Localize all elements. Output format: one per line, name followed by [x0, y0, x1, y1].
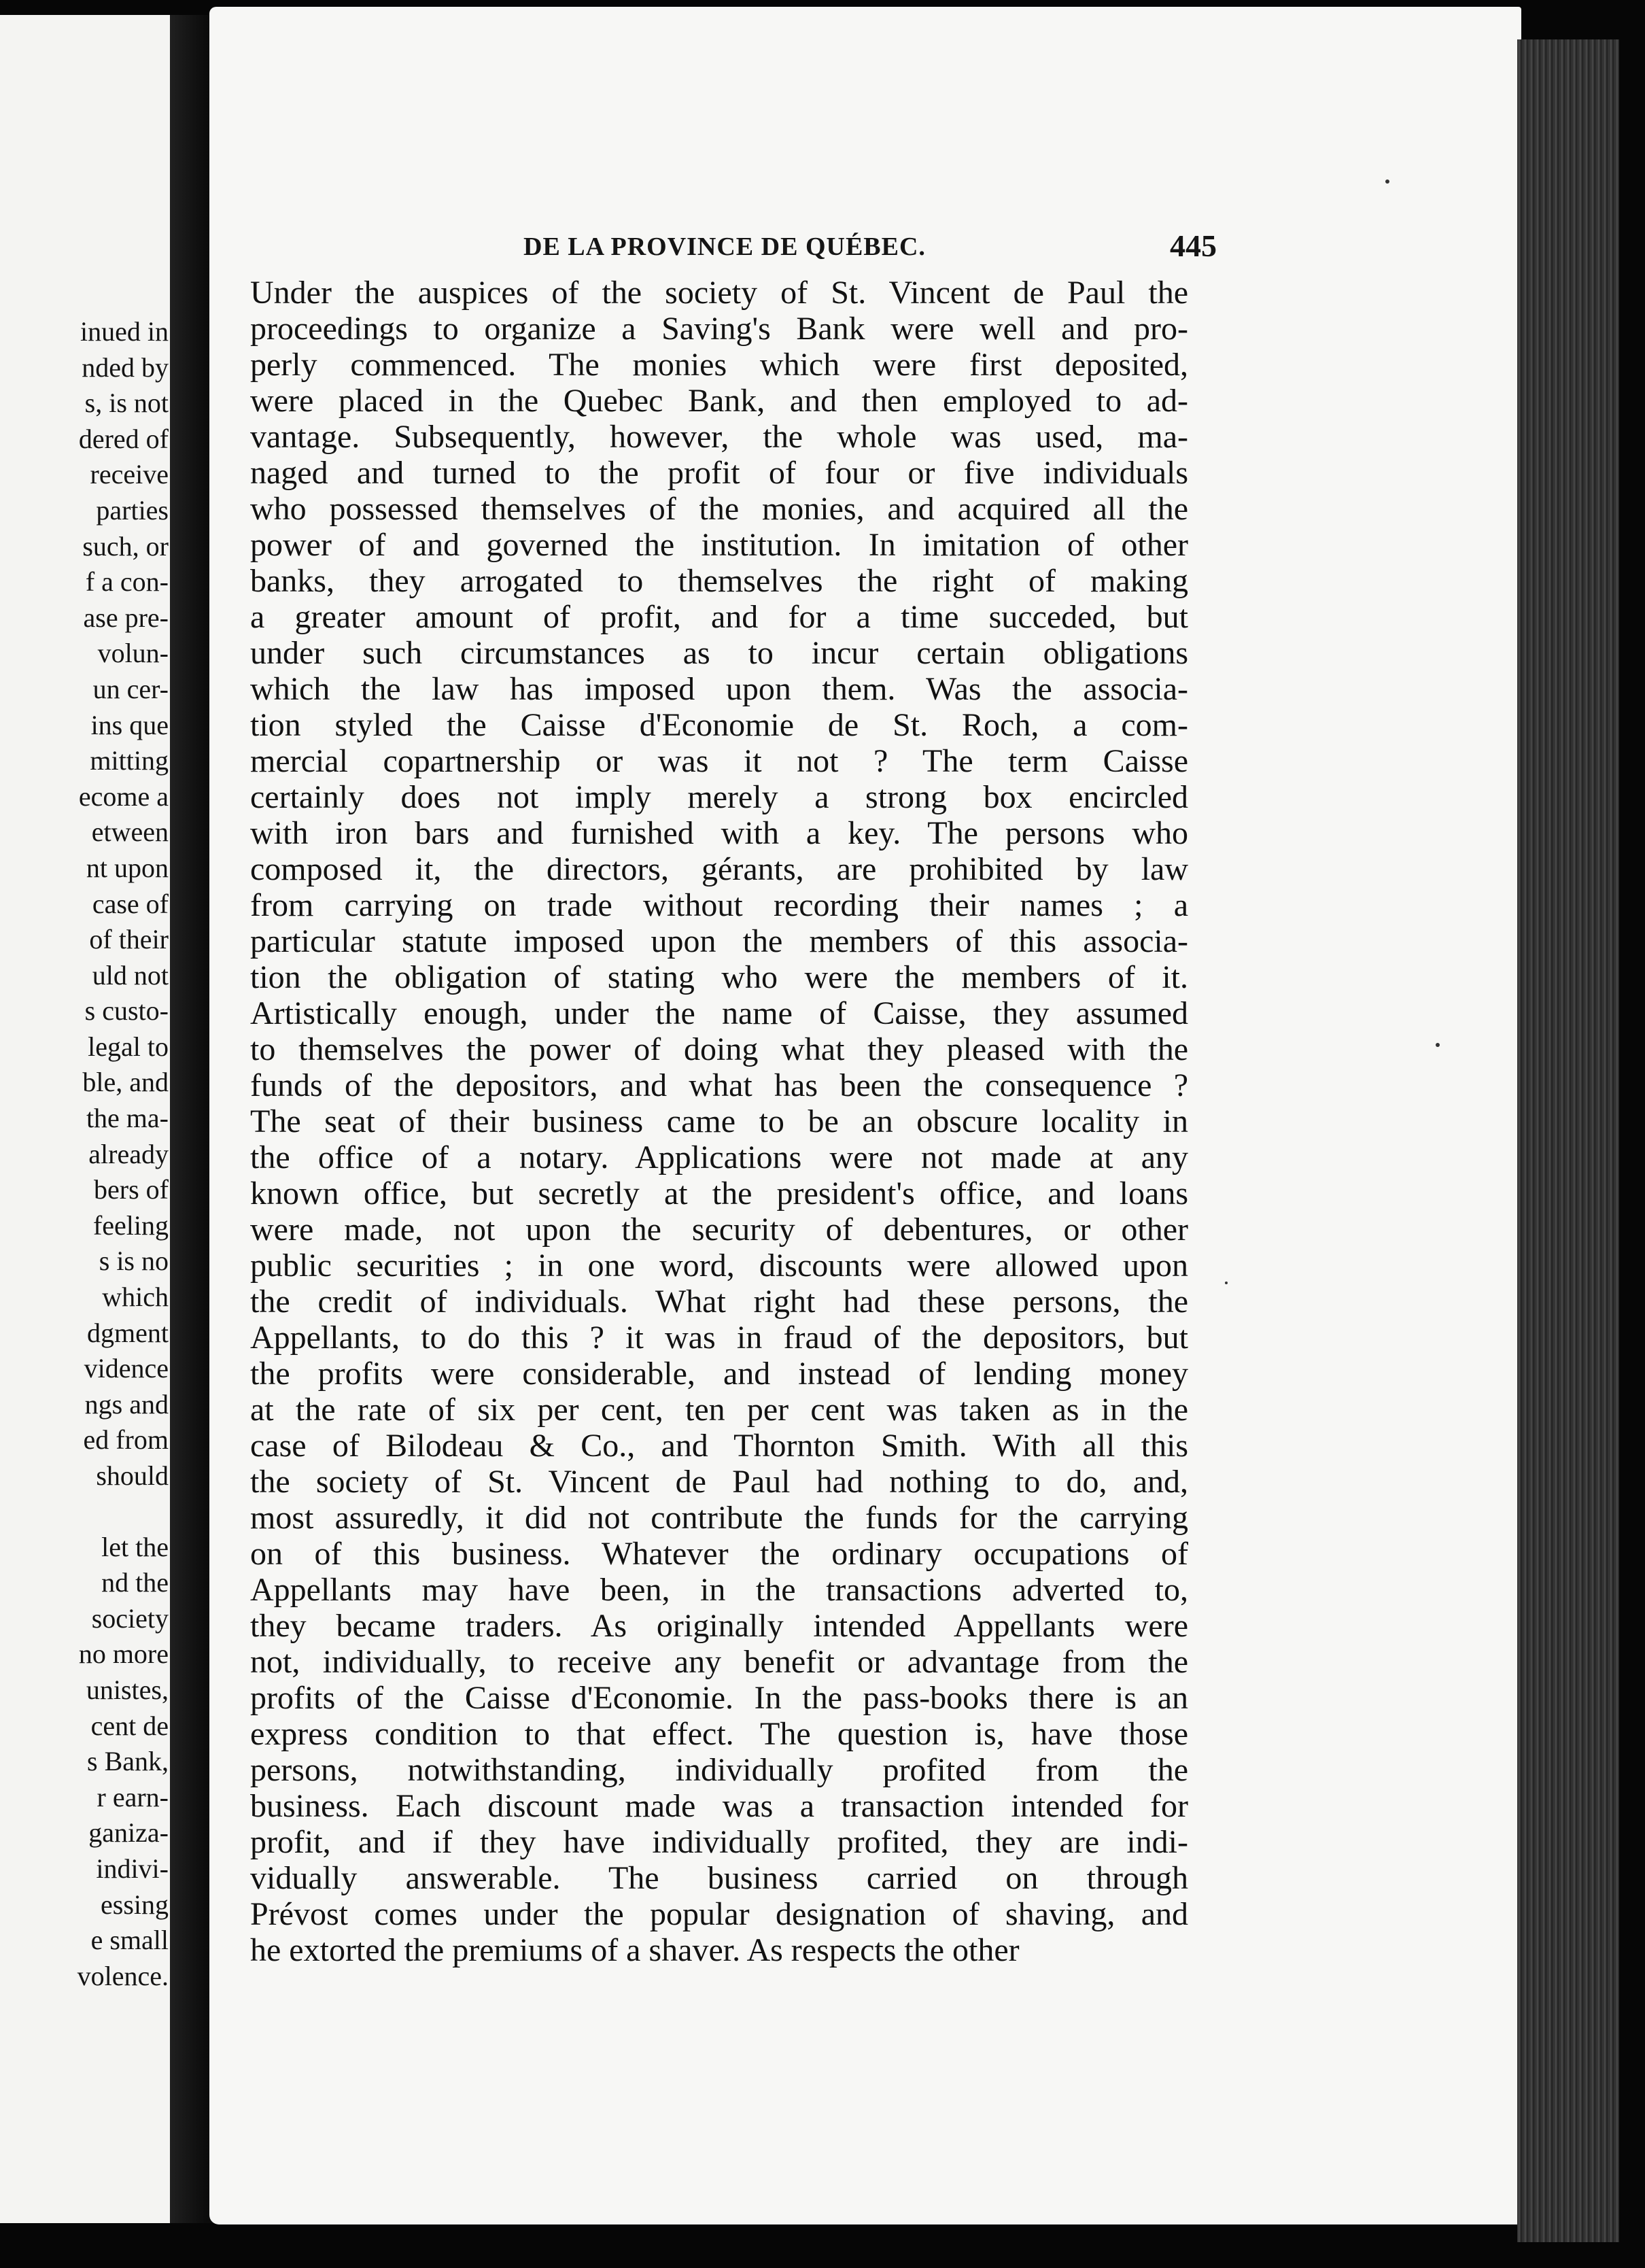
text-line: not, individually, to receive any benefit or advantage from the [250, 1644, 1188, 1680]
facing-page-left [0, 15, 178, 2223]
page-edges [1517, 39, 1619, 2242]
facing-page-fragment: ngs and [84, 1388, 169, 1420]
facing-page-fragment [77, 1494, 169, 1530]
text-line: profits of the Caisse d'Economie. In the pass-books there is an [250, 1680, 1188, 1716]
text-line: proceedings to organize a Saving's Bank were well and pro- [250, 311, 1188, 347]
facing-page-fragment: unistes, [86, 1674, 169, 1705]
facing-page-fragment: e small [90, 1925, 169, 1956]
text-line: they became traders. As originally intended Appellants were [250, 1608, 1188, 1644]
facing-page-fragment: ins que [90, 709, 169, 740]
text-line: known office, but secretly at the president's office, and loans [250, 1175, 1188, 1212]
text-line: vidually answerable. The business carried on through [250, 1860, 1188, 1896]
facing-page-fragment: ganiza- [88, 1817, 169, 1849]
text-line: composed it, the directors, gérants, are prohibited by law [250, 851, 1188, 887]
text-line: vantage. Subsequently, however, the whole was used, ma- [250, 419, 1188, 455]
text-line: case of Bilodeau & Co., and Thornton Smith. With all this [250, 1428, 1188, 1464]
text-line: mercial copartnership or was it not ? The term Caisse [250, 743, 1188, 779]
text-line: business. Each discount made was a transaction intended for [250, 1788, 1188, 1824]
text-line: which the law has imposed upon them. Was the associa- [250, 671, 1188, 707]
facing-page-fragment: legal to [88, 1031, 169, 1062]
text-line: were made, not upon the security of debentures, or other [250, 1212, 1188, 1248]
text-line: under such circumstances as to incur certain obligations [250, 635, 1188, 671]
facing-page-fragment: s custo- [84, 995, 169, 1027]
text-line: to themselves the power of doing what they pleased with the [250, 1031, 1188, 1067]
facing-page-fragment: the ma- [86, 1103, 169, 1134]
text-line: tion the obligation of stating who were the members of it. [250, 959, 1188, 995]
text-line: perly commenced. The monies which were first deposited, [250, 347, 1188, 383]
facing-page-fragment: ase pre- [83, 602, 169, 633]
text-line: a greater amount of profit, and for a time succeded, but [250, 599, 1188, 635]
facing-page-fragment: essing [101, 1889, 169, 1920]
facing-page-fragment: vidence [84, 1353, 169, 1384]
facing-page-text-fragments [77, 314, 169, 1994]
facing-page-fragment: uld not [92, 959, 169, 991]
text-line: from carrying on trade without recording their names ; a [250, 887, 1188, 923]
facing-page-fragment: which [102, 1282, 169, 1313]
text-line: the office of a notary. Applications were not made at any [250, 1139, 1188, 1175]
running-head: DE LA PROVINCE DE QUÉBEC. [523, 233, 926, 261]
text-line: who possessed themselves of the monies, and acquired all the [250, 491, 1188, 527]
text-line: at the rate of six per cent, ten per cent was taken as in the [250, 1392, 1188, 1428]
facing-page-fragment: ed from [83, 1424, 169, 1456]
facing-page-fragment: society [91, 1602, 169, 1634]
facing-page-fragment: mitting [90, 745, 169, 776]
facing-page-fragment: ble, and [82, 1067, 169, 1098]
facing-page-fragment: inued in [80, 316, 169, 347]
facing-page-fragment: s is no [99, 1245, 169, 1277]
facing-page-fragment: r earn- [97, 1781, 169, 1812]
facing-page-fragment: should [96, 1460, 169, 1491]
facing-page-fragment: un cer- [92, 673, 169, 704]
facing-page-fragment: nd the [101, 1567, 169, 1598]
text-line: he extorted the premiums of a shaver. As respects the other [250, 1932, 1020, 1968]
facing-page-fragment: parties [96, 494, 169, 526]
facing-page-fragment: of their [89, 924, 169, 955]
text-line: certainly does not imply merely a strong box encircled [250, 779, 1188, 815]
text-line: Appellants, to do this ? it was in fraud of the depositors, but [250, 1320, 1188, 1356]
body-text [250, 275, 1188, 1968]
text-line: tion styled the Caisse d'Economie de St. Roch, a com- [250, 707, 1188, 743]
text-line: profit, and if they have individually profited, they are indi- [250, 1824, 1188, 1860]
facing-page-fragment: ecome a [78, 780, 169, 812]
text-line: express condition to that effect. The question is, have those [250, 1716, 1188, 1752]
text-line: Prévost comes under the popular designation of shaving, and [250, 1896, 1188, 1932]
facing-page-fragment: case of [92, 888, 169, 919]
text-line: funds of the depositors, and what has been the consequence ? [250, 1067, 1188, 1103]
facing-page-fragment: receive [90, 459, 169, 490]
scan-speck [1385, 179, 1389, 184]
facing-page-fragment: dered of [78, 423, 169, 454]
page-number: 445 [1170, 228, 1217, 263]
text-line: the credit of individuals. What right had these persons, the [250, 1284, 1188, 1320]
facing-page-fragment: indivi- [96, 1853, 169, 1884]
facing-page-fragment: nt upon [86, 852, 169, 883]
facing-page-fragment: already [88, 1138, 169, 1169]
facing-page-fragment: nded by [82, 351, 169, 383]
facing-page-fragment: let the [101, 1531, 169, 1562]
facing-page-fragment: such, or [82, 530, 169, 562]
facing-page-fragment: etween [91, 817, 169, 848]
text-line: were placed in the Quebec Bank, and then employed to ad- [250, 383, 1188, 419]
text-line: with iron bars and furnished with a key. The persons who [250, 815, 1188, 851]
text-line: Artistically enough, under the name of Caisse, they assumed [250, 995, 1188, 1031]
text-line: on of this business. Whatever the ordinary occupations of [250, 1536, 1188, 1572]
scan-speck [1436, 1043, 1440, 1047]
text-line: the society of St. Vincent de Paul had nothing to do, and, [250, 1464, 1188, 1500]
text-line: most assuredly, it did not contribute the funds for the carrying [250, 1500, 1188, 1536]
facing-page-fragment: cent de [90, 1710, 169, 1741]
text-line: Under the auspices of the society of St. Vincent de Paul the [250, 275, 1188, 311]
facing-page-fragment: dgment [87, 1317, 169, 1348]
facing-page-fragment: s, is not [84, 388, 169, 419]
page-header [523, 228, 1217, 269]
text-line: banks, they arrogated to themselves the right of making [250, 563, 1188, 599]
text-line: The seat of their business came to be an obscure locality in [250, 1103, 1188, 1139]
facing-page-fragment: volun- [97, 638, 169, 669]
facing-page-fragment: bers of [94, 1174, 169, 1205]
facing-page-fragment: f a con- [85, 566, 169, 598]
facing-page-fragment: s Bank, [87, 1746, 169, 1777]
text-line: power of and governed the institution. In imitation of other [250, 527, 1188, 563]
text-line: persons, notwithstanding, individually profited from the [250, 1752, 1188, 1788]
scan-speck [1225, 1282, 1228, 1284]
text-line: particular statute imposed upon the members of this associa- [250, 923, 1188, 959]
facing-page-fragment: no more [78, 1638, 169, 1670]
facing-page-fragment: feeling [92, 1209, 169, 1241]
facing-page-fragment: volence. [77, 1960, 169, 1991]
text-line: public securities ; in one word, discounts were allowed upon [250, 1248, 1188, 1284]
text-line: naged and turned to the profit of four or five individuals [250, 455, 1188, 491]
text-line: the profits were considerable, and instead of lending money [250, 1356, 1188, 1392]
text-line: Appellants may have been, in the transactions adverted to, [250, 1572, 1188, 1608]
